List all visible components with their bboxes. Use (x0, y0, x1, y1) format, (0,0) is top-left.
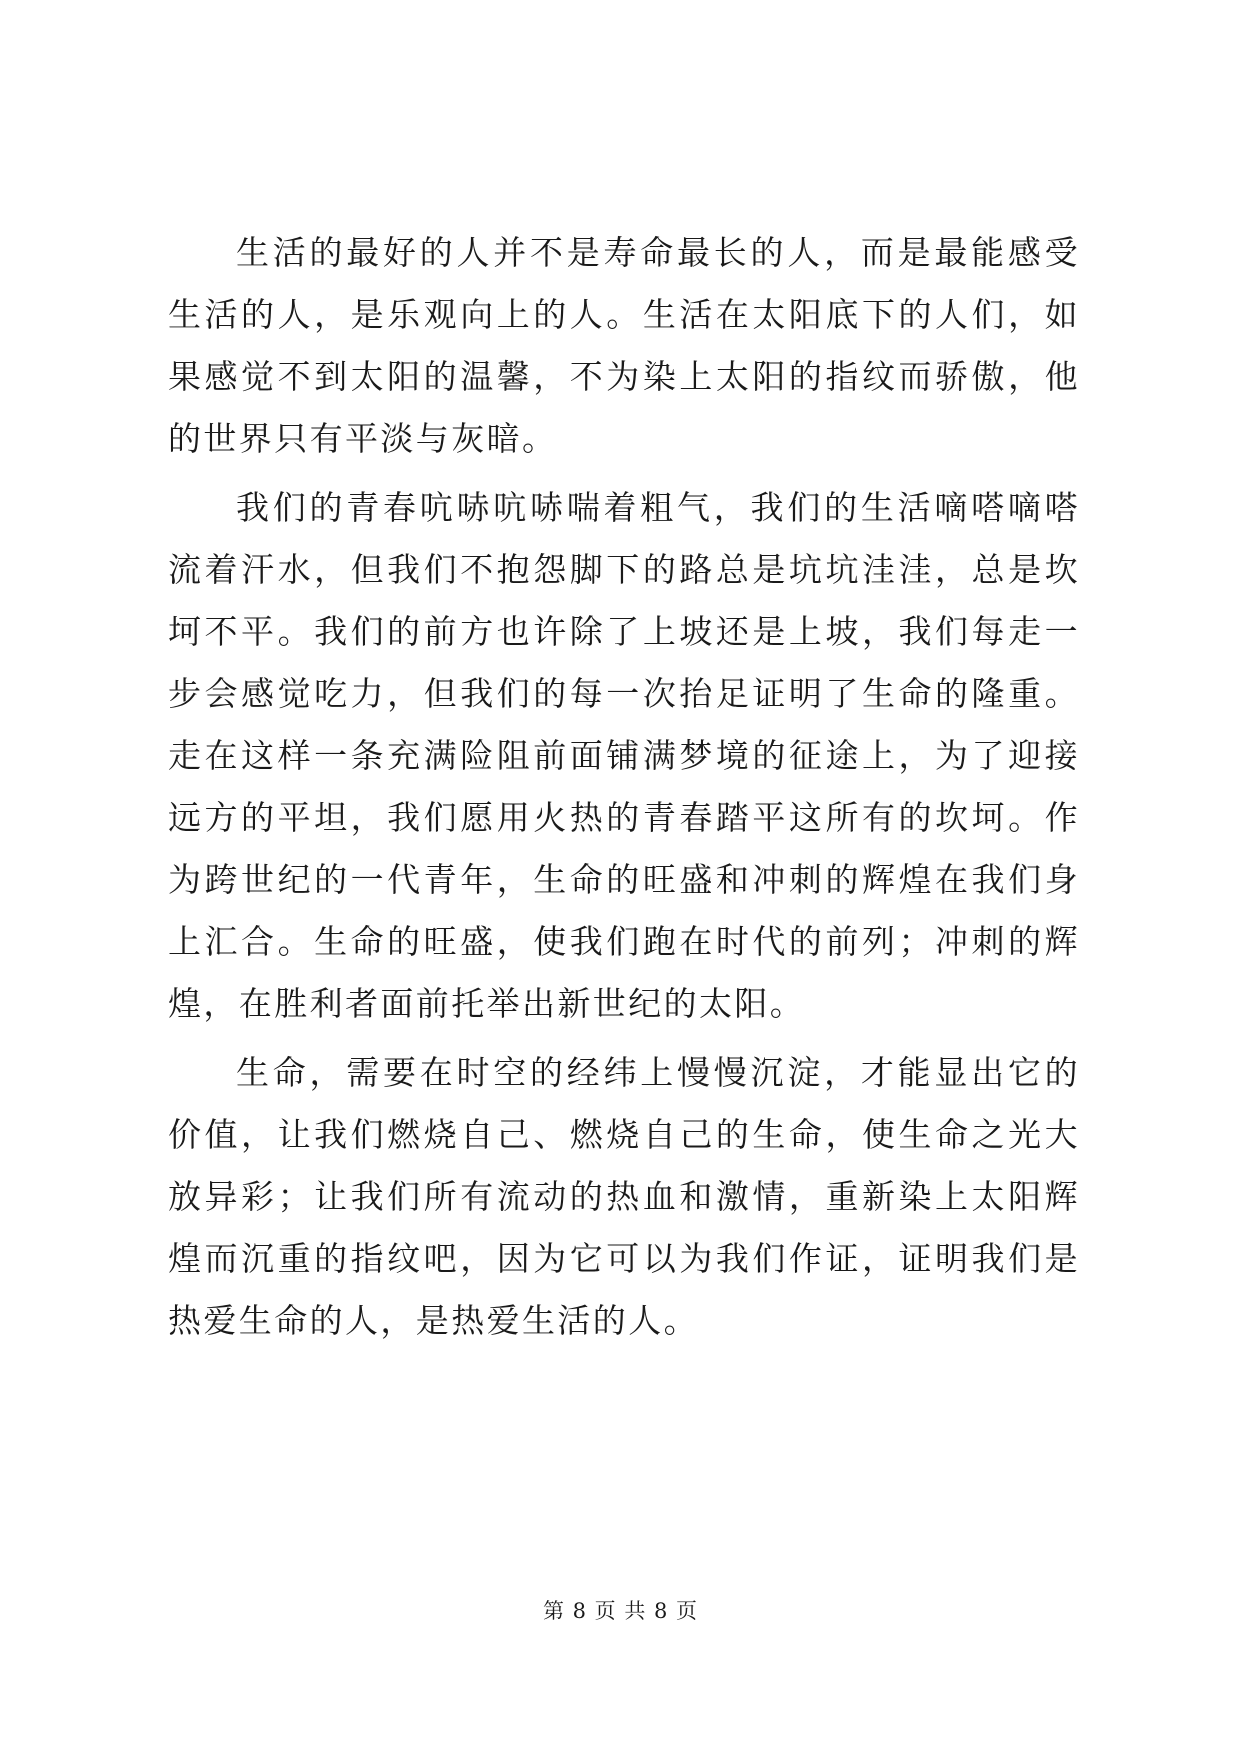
paragraph-3: 生命，需要在时空的经纬上慢慢沉淀，才能显出它的价值，让我们燃烧自己、燃烧自己的生命，使生命之光大放异彩；让我们所有流动的热血和激情，重新染上太阳辉煌而沉重的指纹吧，因为它可以为我们作证，证明我们是热爱生命的人，是热爱生活的人。 (168, 1053, 1080, 1340)
paragraph-1: 生活的最好的人并不是寿命最长的人，而是最能感受生活的人，是乐观向上的人。生活在太阳底下的人们，如果感觉不到太阳的温馨，不为染上太阳的指纹而骄傲，他的世界只有平淡与灰暗。 (168, 233, 1080, 458)
paragraph-2: 我们的青春吭哧吭哧喘着粗气，我们的生活嘀嗒嘀嗒流着汗水，但我们不抱怨脚下的路总是坑坑洼洼，总是坎坷不平。我们的前方也许除了上坡还是上坡，我们每走一步会感觉吃力，但我们的每一次抬足证明了生命的隆重。走在这样一条充满险阻前面铺满梦境的征途上，为了迎接远方的平坦，我们愿用火热的青春踏平这所有的坎坷。作为跨世纪的一代青年，生命的旺盛和冲刺的辉煌在我们身上汇合。生命的旺盛，使我们跑在时代的前列；冲刺的辉煌，在胜利者面前托举出新世纪的太阳。 (168, 488, 1080, 1023)
body-text (168, 222, 1080, 1359)
page-footer: 第 8 页 共 8 页 (542, 1599, 699, 1623)
